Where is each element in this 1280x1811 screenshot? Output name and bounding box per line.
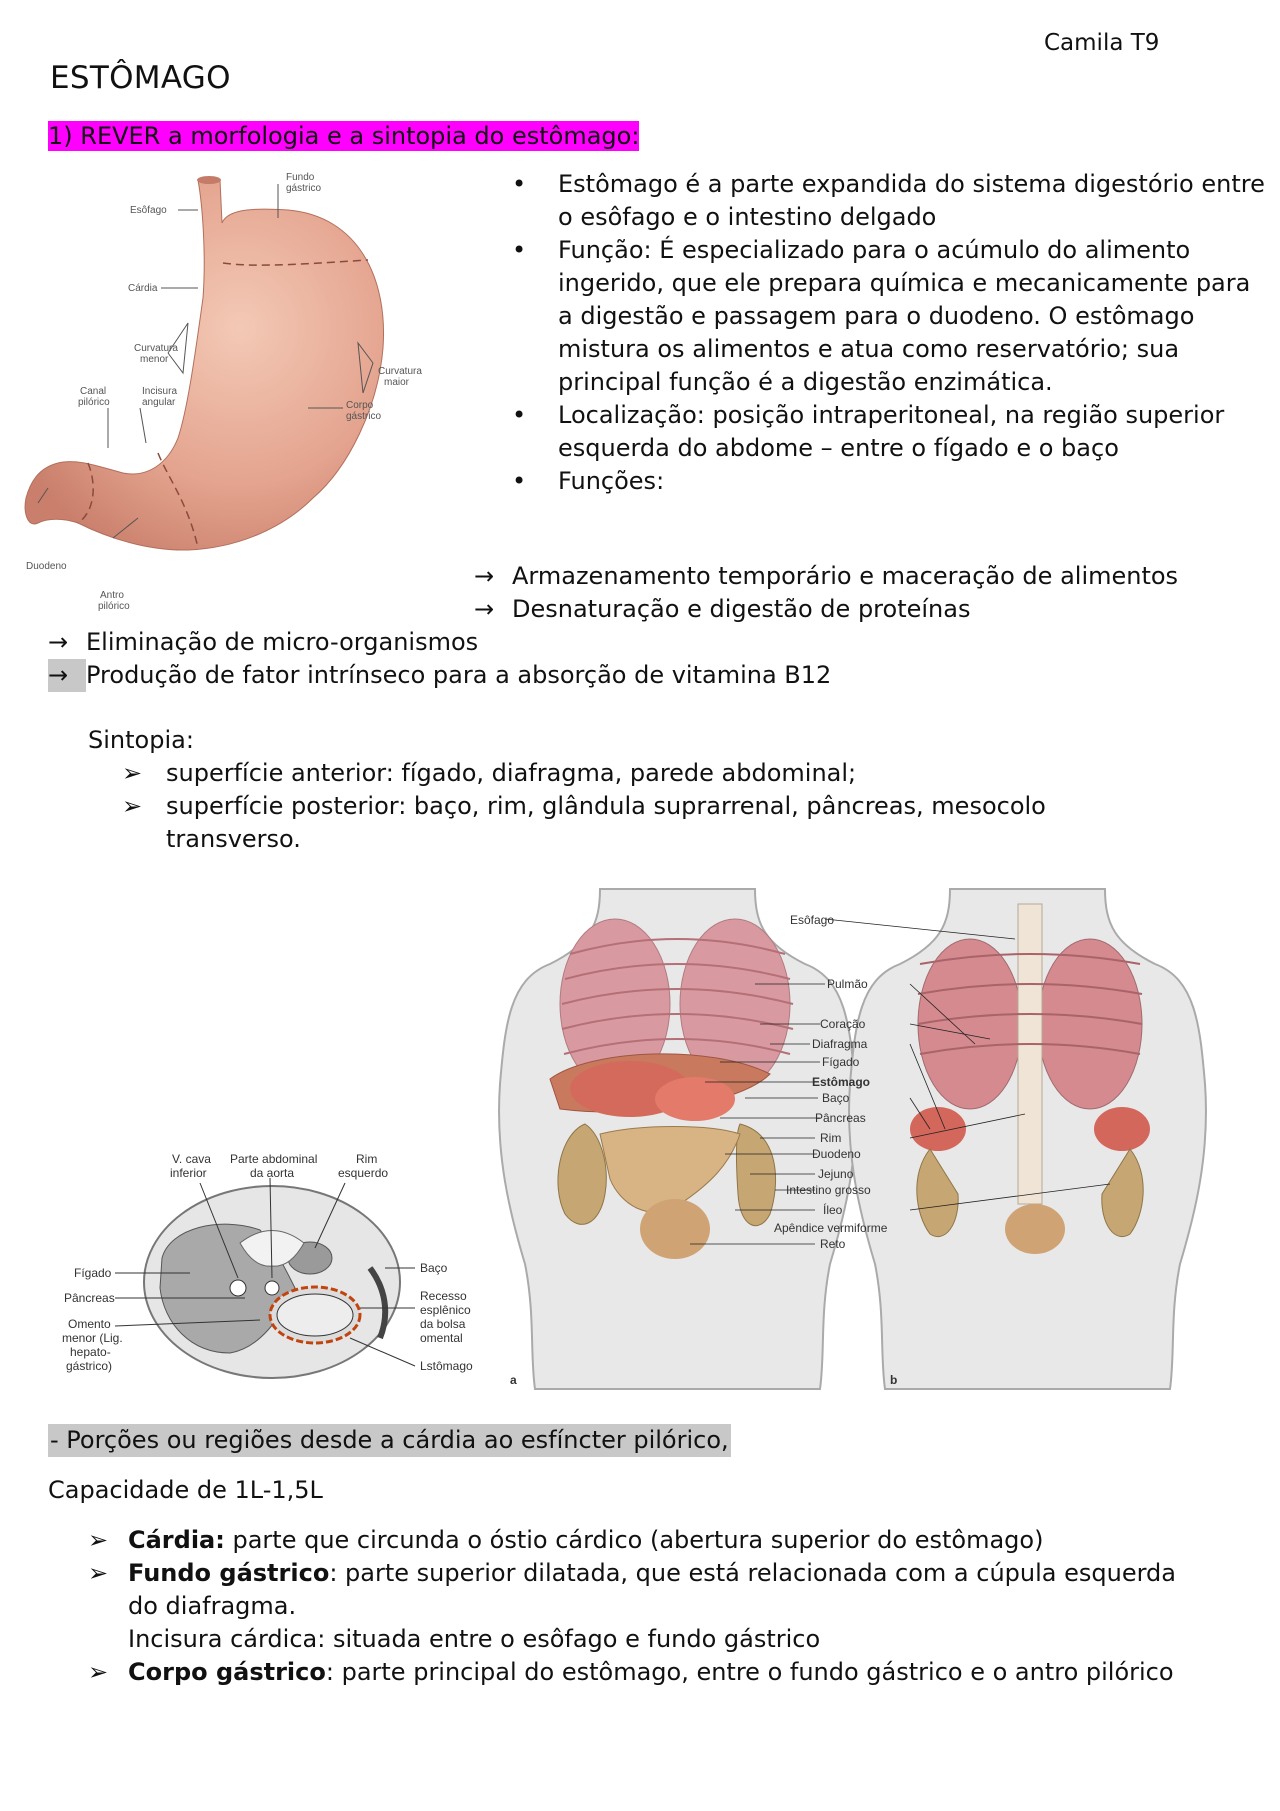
label-pulmao: Pulmão xyxy=(827,977,868,991)
label-pancreas-torso: Pâncreas xyxy=(815,1111,866,1125)
bullet-item: • Localização: posição intraperitoneal, na região superior esquerda do abdome – entre o fígado e o baço xyxy=(512,401,1225,462)
label-ileo: Íleo xyxy=(823,1203,843,1217)
sintopia-item: ➢ superfície posterior: baço, rim, glândula suprarrenal, pâncreas, mesocolo transverso. xyxy=(122,792,1046,853)
label-recesso: Recesso esplênico da bolsa omental xyxy=(420,1289,471,1345)
region-item: ➢ Fundo gástrico: parte superior dilatada, que está relacionada com a cúpula esquerda do diafragma. Incisura cárdica: situada entre o esôfago e fundo gástrico xyxy=(88,1559,1176,1653)
function-item: → Armazenamento temporário e maceração de alimentos xyxy=(474,562,1179,590)
label-aorta: Parte abdominal da aorta xyxy=(230,1152,318,1180)
bullet-item: • Funções: xyxy=(512,467,665,495)
label-incisura-angular: Incisura angular xyxy=(142,386,178,408)
label-corpo: Corpo gástrico xyxy=(346,400,382,422)
functions-list-a xyxy=(474,560,1178,626)
label-baco-torso: Baço xyxy=(822,1091,850,1105)
label-figado-torso: Fígado xyxy=(822,1055,860,1069)
label-jejuno: Jejuno xyxy=(818,1167,854,1181)
sintopia-heading: Sintopia: xyxy=(88,726,194,754)
region-item: ➢ Corpo gástrico: parte principal do estômago, entre o fundo gástrico e o antro pilórico xyxy=(88,1658,1174,1686)
page-title: ESTÔMAGO xyxy=(50,60,231,96)
sintopia-list xyxy=(122,757,1122,856)
region-item: ➢ Cárdia: parte que circunda o óstio cárdico (abertura superior do estômago) xyxy=(88,1526,1044,1554)
label-fundo: Fundo gástrico xyxy=(286,172,322,194)
label-diafragma: Diafragma xyxy=(812,1037,868,1051)
label-omento: Omento menor (Lig. hepato-gástrico) xyxy=(62,1317,123,1373)
sintopia-item: ➢ superfície anterior: fígado, diafragma, parede abdominal; xyxy=(122,759,857,787)
label-duodeno-torso: Duodeno xyxy=(812,1147,861,1161)
label-coracao: Coração xyxy=(820,1017,866,1031)
label-intestino: Intestino grosso xyxy=(786,1183,871,1197)
label-pancreas: Pâncreas xyxy=(64,1291,115,1305)
label-panel-b: b xyxy=(890,1373,898,1387)
label-curvatura-menor: Curvatura menor xyxy=(134,343,178,365)
label-apendice: Apêndice vermiforme xyxy=(774,1221,888,1235)
label-curvatura-maior: Curvatura maior xyxy=(378,366,422,388)
label-esofago: Esôfago xyxy=(790,913,835,927)
label-canal-pilorico: Canal pilórico xyxy=(78,386,110,408)
torso-figure xyxy=(490,884,1240,1394)
functions-list-b xyxy=(48,626,831,692)
label-figado: Fígado xyxy=(74,1266,112,1280)
label-estomago: Lstômago xyxy=(420,1359,473,1373)
label-rim: Rim esquerdo xyxy=(338,1152,389,1180)
author-name: Camila T9 xyxy=(1044,30,1160,56)
function-item: → Produção de fator intrínseco para a absorção de vitamina B12 xyxy=(48,659,831,692)
label-rim-torso: Rim xyxy=(820,1131,842,1145)
label-esofago: Esôfago xyxy=(130,205,167,216)
label-antro: Antro pilórico xyxy=(98,590,130,612)
function-item: → Desnaturação e digestão de proteínas xyxy=(474,595,971,623)
label-vcava: V. cava inferior xyxy=(170,1152,211,1180)
bullet-item: • Estômago é a parte expandida do sistema digestório entre o esôfago e o intestino delgado xyxy=(512,170,1265,231)
stomach-figure xyxy=(18,168,473,613)
label-duodeno: Duodeno xyxy=(26,561,67,572)
bullet-item: • Função: É especializado para o acúmulo do alimento ingerido, que ele prepara química e mecanicamente para a digestão e passagem para o duodeno. O estômago mistura os alimentos e atua como reservatório; sua principal função é a digestão enzimática. xyxy=(512,236,1251,396)
section-heading-2: - Porções ou regiões desde a cárdia ao esfíncter pilórico, xyxy=(48,1424,731,1457)
intro-bullets xyxy=(512,168,1272,498)
label-reto: Reto xyxy=(820,1237,846,1251)
section-heading-1: 1) REVER a morfologia e a sintopia do estômago: xyxy=(48,122,640,150)
label-baco: Baço xyxy=(420,1261,448,1275)
regions-list xyxy=(88,1524,1198,1689)
label-cardia: Cárdia xyxy=(128,283,158,294)
region-extra: Incisura cárdica: situada entre o esôfago e fundo gástrico xyxy=(128,1625,821,1653)
label-estomago-torso: Estômago xyxy=(812,1075,871,1089)
function-item: → Eliminação de micro-organismos xyxy=(48,628,479,656)
capacity-text: Capacidade de 1L-1,5L xyxy=(48,1476,323,1504)
cross-section-figure xyxy=(60,1148,480,1388)
label-panel-a: a xyxy=(510,1373,517,1387)
